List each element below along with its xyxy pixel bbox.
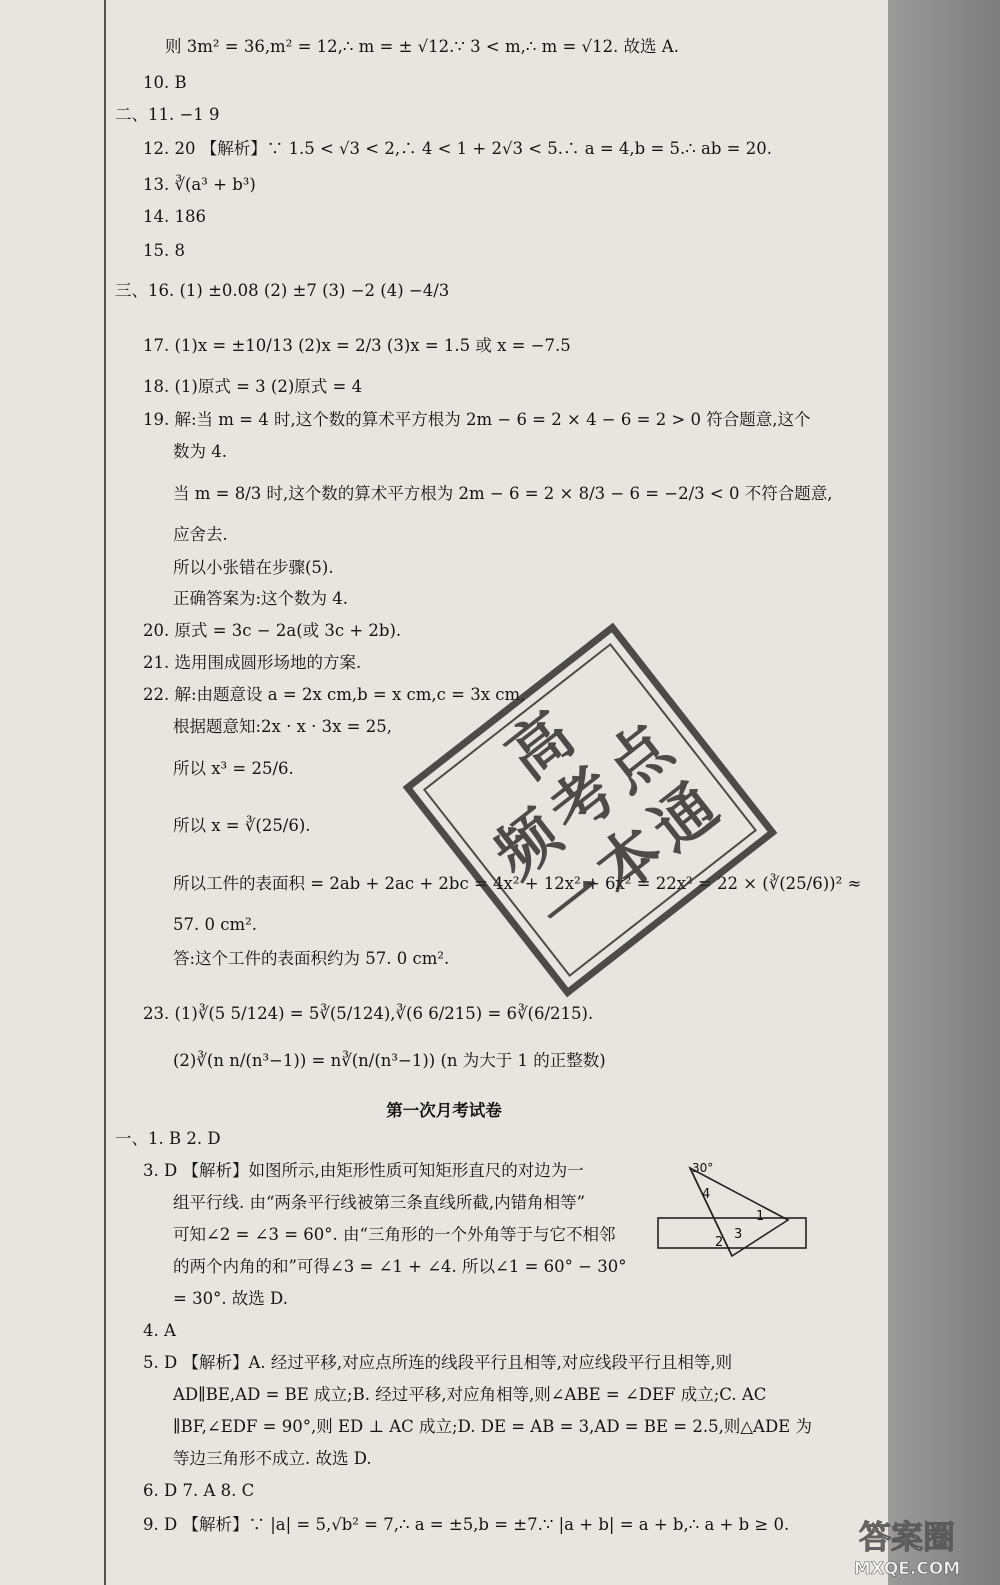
text-line: 应舍去. [173, 525, 228, 544]
text-line: 10. B [143, 73, 187, 92]
text-line: 组平行线. 由“两条平行线被第三条直线所截,内错角相等” [173, 1193, 586, 1212]
text-line: 4. A [143, 1321, 176, 1340]
text-line: 17. (1)x = ±10/13 (2)x = 2/3 (3)x = 1.5 或 x = −7.5 [143, 336, 571, 355]
text-line: 所以 x = ∛(25/6). [173, 816, 311, 835]
geometry-figure [650, 1158, 810, 1263]
text-line: 19. 解:当 m = 4 时,这个数的算术平方根为 2m − 6 = 2 × 4 − 6 = 2 > 0 符合题意,这个 [143, 410, 811, 429]
text-line: 所以小张错在步骤(5). [173, 558, 334, 577]
text-line: 22. 解:由题意设 a = 2x cm,b = x cm,c = 3x cm, [143, 685, 526, 704]
stamp-char: 一 [527, 855, 621, 951]
text-line: 18. (1)原式 = 3 (2)原式 = 4 [143, 377, 363, 396]
text-line: 可知∠2 = ∠3 = 60°. 由“三角形的一个外角等于与它不相邻 [173, 1225, 616, 1244]
angle-label: 2 [715, 1235, 724, 1250]
stamp-char: 点 [591, 709, 685, 806]
text-line: 等边三角形不成立. 故选 D. [173, 1449, 372, 1468]
text-line: 答:这个工件的表面积约为 57. 0 cm². [173, 949, 450, 968]
text-line: 20. 原式 = 3c − 2a(或 3c + 2b). [143, 621, 402, 640]
text-line: 21. 选用围成圆形场地的方案. [143, 653, 362, 672]
text-line: 根据题意知:2x · x · 3x = 25, [173, 717, 392, 736]
text-line: = 30°. 故选 D. [173, 1289, 288, 1308]
text-line: 所以 x³ = 25/6. [173, 759, 294, 778]
section-title: 第一次月考试卷 [386, 1101, 502, 1120]
site-watermark [822, 1514, 992, 1582]
scan-margin [888, 0, 1000, 1585]
text-line: 15. 8 [143, 241, 185, 260]
text-line: (2)∛(n n/(n³−1)) = n∛(n/(n³−1)) (n 为大于 1 的正整数) [173, 1051, 606, 1070]
angle-label: 3 [734, 1227, 743, 1242]
text-line: 正确答案为:这个数为 4. [173, 589, 349, 608]
stamp-char: 通 [637, 769, 732, 865]
stamp-char: 高 [492, 697, 587, 794]
text-line: 二、11. −1 9 [115, 105, 220, 124]
stamp-char: 频 [480, 796, 575, 892]
triangle [690, 1168, 788, 1256]
text-line: AD∥BE,AD = BE 成立;B. 经过平移,对应角相等,则∠ABE = ∠DEF 成立;C. AC [173, 1385, 767, 1404]
text-line: 5. D 【解析】A. 经过平移,对应点所连的线段平行且相等,对应线段平行且相等,则 [143, 1353, 733, 1372]
angle-label: 1 [756, 1209, 765, 1224]
watermark-url: MXQE.COM [853, 1559, 961, 1579]
text-line: 9. D 【解析】∵ |a| = 5,√b² = 7,∴ a = ±5,b = ±7.∵ |a + b| = a + b,∴ a + b ≥ 0. [143, 1515, 790, 1534]
text-line: 57. 0 cm². [173, 915, 257, 934]
text-line: ∥BF,∠EDF = 90°,则 ED ⊥ AC 成立;D. DE = AB = 3,AD = BE = 2.5,则△ADE 为 [173, 1417, 812, 1436]
text-line: 3. D 【解析】如图所示,由矩形性质可知矩形直尺的对边为一 [143, 1161, 584, 1180]
text-line: 当 m = 8/3 时,这个数的算术平方根为 2m − 6 = 2 × 8/3 − 6 = −2/3 < 0 不符合题意, [173, 484, 833, 503]
text-line: 一、1. B 2. D [115, 1129, 221, 1148]
text-line: 三、16. (1) ±0.08 (2) ±7 (3) −2 (4) −4/3 [115, 281, 450, 300]
text-line: 的两个内角的和”可得∠3 = ∠1 + ∠4. 所以∠1 = 60° − 30° [173, 1257, 627, 1276]
text-line: 6. D 7. A 8. C [143, 1481, 255, 1500]
text-line: 则 3m² = 36,m² = 12,∴ m = ± √12.∵ 3 < m,∴ m = √12. 故选 A. [165, 37, 679, 56]
text-line: 数为 4. [173, 442, 227, 461]
angle-label: 30° [692, 1161, 714, 1175]
text-line: 13. ∛(a³ + b³) [143, 175, 256, 194]
stamp-seal [400, 620, 780, 1000]
watermark-logo-text: 答案圈 [858, 1518, 956, 1556]
text-line: 所以工件的表面积 = 2ab + 2ac + 2bc = 4x² + 12x² + 6x² = 22x² = 22 × (∛(25/6))² ≈ [173, 874, 862, 893]
text-line: 23. (1)∛(5 5/124) = 5∛(5/124),∛(6 6/215) = 6∛(6/215). [143, 1004, 594, 1023]
stamp-char: 本 [582, 812, 677, 908]
angle-label: 4 [702, 1187, 711, 1202]
stamp-char: 考 [536, 753, 630, 849]
text-line: 14. 186 [143, 207, 206, 226]
text-line: 12. 20 【解析】∵ 1.5 < √3 < 2,∴ 4 < 1 + 2√3 < 5.∴ a = 4,b = 5.∴ ab = 20. [143, 139, 772, 158]
